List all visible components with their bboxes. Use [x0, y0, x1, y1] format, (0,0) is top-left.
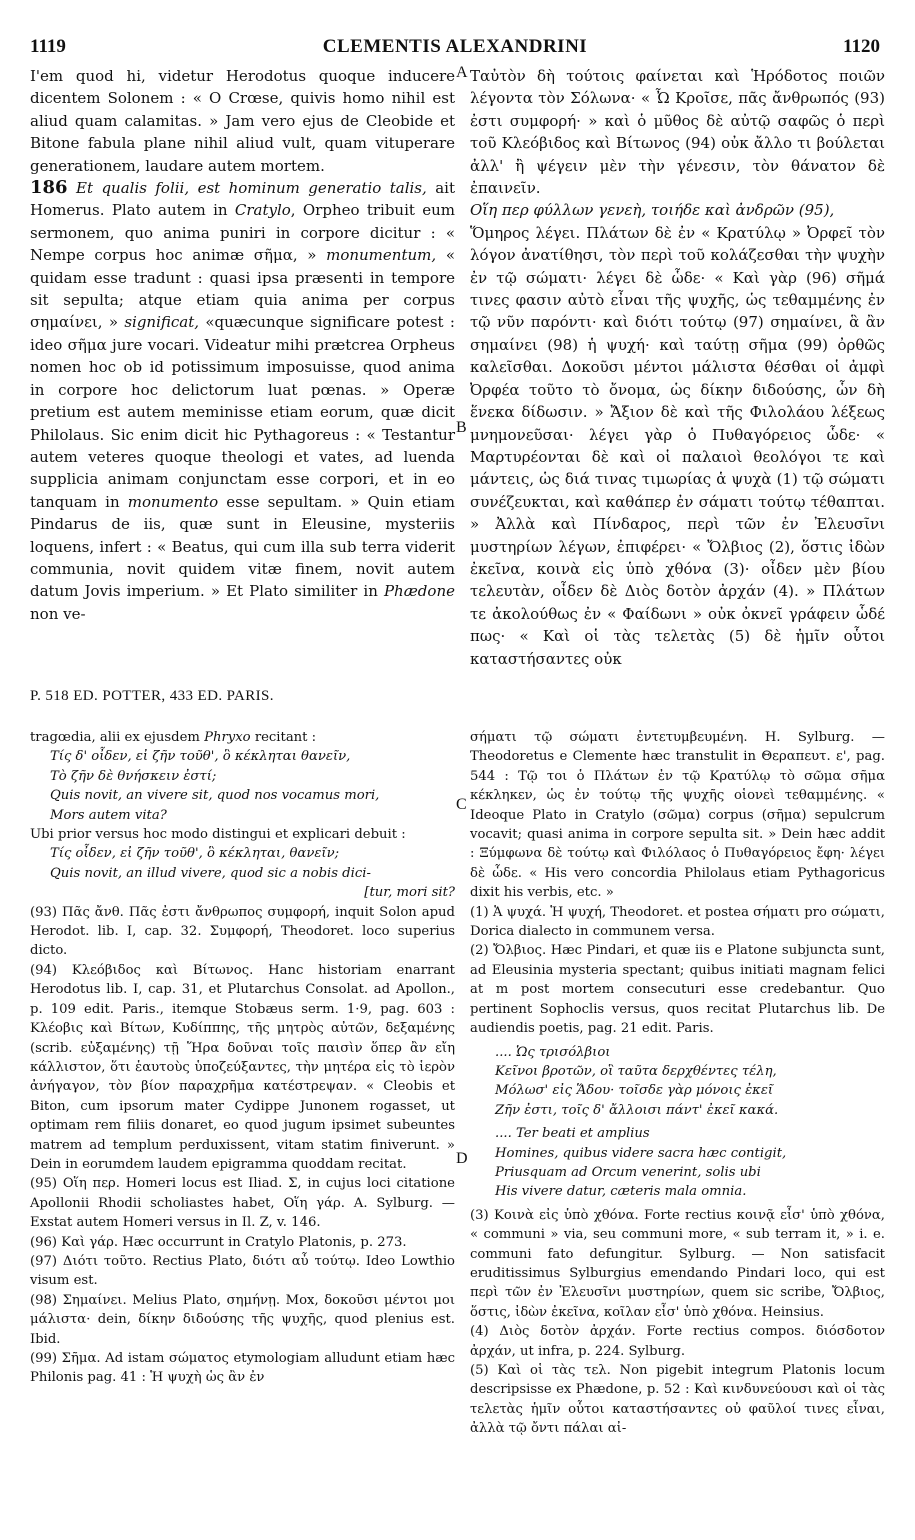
margin-marker-a: A — [456, 64, 468, 81]
latin-paragraph-1: I'em quod hi, videtur Herodotus quoque inducere dicentem Solonem : « O Crœse, quivis homo nihil est aliud quam calamitas. » Jam vero ejus de Cleobide et Bitone fabula plane nihil aliud vult, quam vituperare generationem, laudare autem mortem. — [30, 67, 455, 175]
notes-left-column — [30, 728, 455, 1388]
margin-marker-c: C — [456, 796, 467, 813]
page-number-right: 1120 — [843, 36, 880, 57]
running-title: CLEMENTIS ALEXANDRINI — [322, 36, 588, 57]
latin-paragraph-2: 186 Et qualis folii, est hominum generatio talis, ait Homerus. Plato autem in Cratylo, Orpheo tribuit eum sermonem, quo anima puniri in corpore dicitur : « Nempe corpus hoc animæ σῆμα, » monumentum, « quidam esse tradunt : quasi ipsa præsenti in tempore sit sepulta; atque etiam quia anima per corpus σημαίνει, » significat, «quæcunque significare potest : ideo σῆμα jure vocari. Videatur mihi prætcrea Orpheus nomen hoc ob id potissimum imposuisse, quod anima in corpore hoc delictorum luat pœnas. » Operæ pretium est autem meminisse etiam eorum, quæ dicit Philolaus. Sic enim dicit hic Pythagoreus : « Testantur autem veteres quoque theologi et vates, ad luenda supplicia animam conjunctam esse corpori, et in eo tanquam in monumento esse sepultam. » Quin etiam Pindarus de iis, quæ sunt in Eleusine, mysteriis loquens, infert : « Beatus, qui cum illa sub terra viderit communia, novit quidem vitæ finem, novit autem datum Jovis imperium. » Et Plato similiter in Phædone non ve- — [30, 177, 455, 623]
footnote-96: (96) Καὶ γάρ. Hæc occurrunt in Cratylo Platonis, p. 273. — [30, 1234, 407, 1250]
footnote-95: (95) Οἵη περ. Homeri locus est Iliad. Σ, in cujus loci citatione Apollonii Rhodii scholiastes habet, Οἵη γάρ. A. Sylburg. — Exstat autem Homeri versus in Il. Z, v. 146. — [30, 1176, 455, 1231]
margin-marker-b: B — [456, 419, 467, 436]
note-intro: tragœdia, alii ex ejusdem Phryxo recitant : — [30, 730, 317, 745]
notes-right-column — [470, 728, 885, 1439]
footnote-94: (94) Κλεόβιδος καὶ Βίτωνος. Hanc historiam enarrant Herodotus lib. I, cap. 31, et Plutarchus Consolat. ad Apollon., p. 109 edit. Paris., itemque Stobæus serm. 1·9, pag. 603 : Κλέοβις καὶ Βίτων, Κυδίππης, τῆς μητρὸς αὐτῶν, δεξαμένης (scrib. εὐξαμένης) τῇ Ἥρα δοῦναι τοῖς παισὶν ὅπερ ἂν εἴη κάλλιστον, ὅτι ἑαυτοὺς ὑποζεύξαντες, τὴν μητέρα εἰς τὸ ἱερὸν ἀνήγαγον, τὸν βίον παραχρῆμα κατέστρεψαν. « Cleobis et Biton, cum ipsorum mater Cydippe Junonem rogasset, ut optimam rem filiis donaret, eo quod jugum ipsimet subeuntes matrem ad templum perduxissent, vitam statim finiverunt. » Dein in eorumdem laudem epigramma quoddam recitat. — [30, 962, 455, 1172]
latin-text-column — [30, 65, 455, 625]
footnote-5: (5) Καὶ οἱ τὰς τελ. Non pigebit integrum Platonis locum descripsisse ex Phædone, p. 52 : Καὶ κινδυνεύουσι καὶ οἱ τὰς τελετὰς ἡμῖν οὗτοι καταστήσαντες οὐ φαῦλοί τινες εἶναι, ἀλλὰ τῷ ὄντι πάλαι αἰ- — [470, 1363, 885, 1437]
footnote-99: (99) Σῆμα. Ad istam σώματος etymologiam alludunt etiam hæc Philonis pag. 41 : Ἡ ψυχὴ ὡς ἂν ἐν — [30, 1351, 455, 1386]
greek-paragraph-2: Ὅμηρος λέγει. Πλάτων δὲ ἐν « Κρατύλῳ » Ὀρφεῖ τὸν λόγον ἀνατίθησι, τὸν περὶ τοῦ κολάζεσθαι τὴν ψυχὴν ἐν τῷ σώματι· λέγει δὲ ὧδε· « Καὶ γὰρ (96) σῆμά τινες φασιν αὐτὸ εἶναι τῆς ψυχῆς, ὡς τεθαμμένης ἐν τῷ νῦν παρόντι· καὶ διότι τούτῳ (97) σημαίνει, ἃ ἂν σημαίνει (98) ἡ ψυχή· καὶ ταύτῃ σῆμα (99) ὀρθῶς καλεῖσθαι. Δοκοῦσι μέντοι μάλιστα θέσθαι οἱ ἀμφὶ Ὀρφέα τοῦτο τὸ ὄνομα, ὡς δίκην διδούσης, ὧν δὴ ἕνεκα δίδωσιν. » Ἄξιον δὲ καὶ τῆς Φιλολάου λέξεως μνημονεῦσαι· λέγει γὰρ ὁ Πυθαγόρειος ὧδε· « Μαρτυρέονται δὲ καὶ οἱ παλαιοὶ θεολόγοι τε καὶ μάντεις, ὡς διά τινας τιμωρίας ἁ ψυχὰ (1) τῷ σώματι συνέζευκται, καὶ καθάπερ ἐν σάματι τούτῳ τέθαπται. » Ἀλλὰ καὶ Πίνδαρος, περὶ τῶν ἐν Ἐλευσῖνι μυστηρίων λέγων, ἐπιφέρει· « Ὄλβιος (2), ὅστις ἰδὼν ἐκεῖνα, κοινὰ εἰς ὑπὸ χθόνα (3)· οἶδεν μὲν βίου τελευτὰν, οἶδεν δὲ Διὸς δοτὸν ἀρχάν (4). » Πλάτων τε ἀκολούθως ἐν « Φαίδωνι » οὐκ ὀκνεῖ γράφειν ὧδέ πως· « Καὶ οἱ τὰς τελετὰς (5) δὲ ἡμῖν οὗτοι καταστήσαντες οὐκ — [470, 223, 885, 668]
greek-verse: Οἵη περ φύλλων γενεὴ, τοιήδε καὶ ἀνδρῶν (95), — [470, 201, 835, 220]
page-header — [30, 30, 880, 60]
footnote-4: (4) Διὸς δοτὸν ἀρχάν. Forte rectius compos. διόσδοτον ἀρχάν, ut infra, p. 224. Sylburg. — [470, 1324, 885, 1359]
tragedy-verse: Τίς δ' οἶδεν, εἰ ζῆν τοῦθ', ὃ κέκληται θανεῖν, Τὸ ζῆν δὲ θνήσκειν ἐστί; Quis novit, an vivere sit, quod nos vocamus mori, Mors autem vita? — [50, 749, 380, 823]
footnote-2: (2) Ὄλβιος. Hæc Pindari, et quæ iis e Platone subjuncta sunt, ad Eleusinia mysteria spectant; quibus initiati magnam felici at m post mortem consecuturi esse credebantur. Quo pertinent Sophoclis versus, quos recitat Plutarchus lib. De audiendis poetis, pag. 21 edit. Paris. — [470, 943, 885, 1037]
sophocles-verse-latin: .... Ter beati et amplius Homines, quibus videre sacra hæc contigit, Priusquam ad Orcum venerint, solis ubi His vivere datur, cæteris mala omnia. — [495, 1126, 787, 1200]
margin-marker-d: D — [456, 1150, 468, 1167]
section-number: 186 — [30, 177, 68, 199]
greek-text-column — [470, 65, 885, 670]
tragedy-verse-corrected: Τίς οἶδεν, εἰ ζῆν τοῦθ', ὃ κέκληται, θανεῖν; Quis novit, an illud vivere, quod sic a nobis dici- [tur, mori sit? — [50, 846, 455, 901]
footnote-1: (1) Ἁ ψυχά. Ἡ ψυχή, Theodoret. et postea σήματι pro σώματι, Dorica dialecto in communem versa. — [470, 904, 885, 940]
greek-paragraph-1: Ταὐτὸν δὴ τούτοις φαίνεται καὶ Ἡρόδοτος ποιῶν λέγοντα τὸν Σόλωνα· « Ὦ Κροῖσε, πᾶς ἄνθρωπός (93) ἐστι συμφορή· » καὶ ὁ μῦθος δὲ αὐτῷ σαφῶς ὁ περὶ τοῦ Κλεόβιδος καὶ Βίτωνος (94) οὐκ ἄλλο τι βούλεται ἀλλ' ἢ ψέγειν μὲν τὴν γένεσιν, τὸν θάνατον δὲ ἐπαινεῖν. — [470, 67, 885, 198]
footnote-3: (3) Κοινὰ εἰς ὑπὸ χθόνα. Forte rectius κοινᾷ εἶσ' ὑπὸ χθόνα, « communi » via, seu communi more, « sub terram it, » i. e. communi fato defungitur. Sylburg. — Non satisfacit eruditissimus Sylburgius emendando Pindari loco, qui est περὶ τῶν ἐν Ἐλευσῖνι μυστηρίων, quem sic scribe, Ὄλβιος, ὅστις, ἰδὼν ἐκεῖνα, κοῖλαν εἶσ' ὑπὸ χθόνα. Heinsius. — [470, 1207, 885, 1320]
note-mid: Ubi prior versus hoc modo distingui et explicari debuit : — [30, 827, 406, 843]
footnote-93: (93) Πᾶς ἄνθ. Πᾶς ἐστι ἄνθρωπος συμφορή, inquit Solon apud Herodot. lib. I, cap. 32. Συμφορή, Theodoret. loco superius dicto. — [30, 904, 455, 959]
footnote-98: (98) Σημαίνει. Melius Plato, σημήνῃ. Mox, δοκοῦσι μέντοι μοι μάλιστα· dein, δίκην διδούσης τῆς ψυχῆς, quod plenius est. Ibid. — [30, 1292, 455, 1347]
footnote-97: (97) Διότι τοῦτο. Rectius Plato, διότι αὖ τούτῳ. Ideo Lowthio visum est. — [30, 1253, 455, 1289]
footnote-continuation: σήματι τῷ σώματι ἐντετυμβευμένη. H. Sylburg. — Theodoretus e Clemente hæc transtulit in Θεραπευτ. ε', pag. 544 : Τῷ τοι ὁ Πλάτων ἐν τῷ Κρατύλῳ τὸ σῶμα σῆμα κέκληκεν, ὡς ἐν τούτῳ τῆς ψυχῆς οἱονεὶ τεθαμμένης. « Ideoque Plato in Cratylo (σῶμα) corpus (σῆμα) sepulcrum vocavit; quasi anima in corpore sepulta sit. » Dein hæc addit : Ξύμφωνα δὲ τούτῳ καὶ Φιλόλαος ὁ Πυθαγόρειος ἔφη· λέγει δὲ ὧδε. « His vero concordia Philolaus etiam Pythagoricus dixit his verbis, etc. » — [470, 730, 885, 901]
edition-line: P. 518 ED. POTTER, 433 ED. PARIS. — [30, 688, 274, 704]
sophocles-verse-greek: .... Ὡς τρισόλβιοι Κεῖνοι βροτῶν, οἳ ταῦτα δερχθέντες τέλη, Μόλωσ' εἰς Ἅδου· τοῖσδε γὰρ μόνοις ἐκεῖ Ζῆν ἐστι, τοῖς δ' ἄλλοισι πάντ' ἐκεῖ κακά. — [495, 1044, 779, 1118]
page-number-left: 1119 — [30, 36, 66, 57]
